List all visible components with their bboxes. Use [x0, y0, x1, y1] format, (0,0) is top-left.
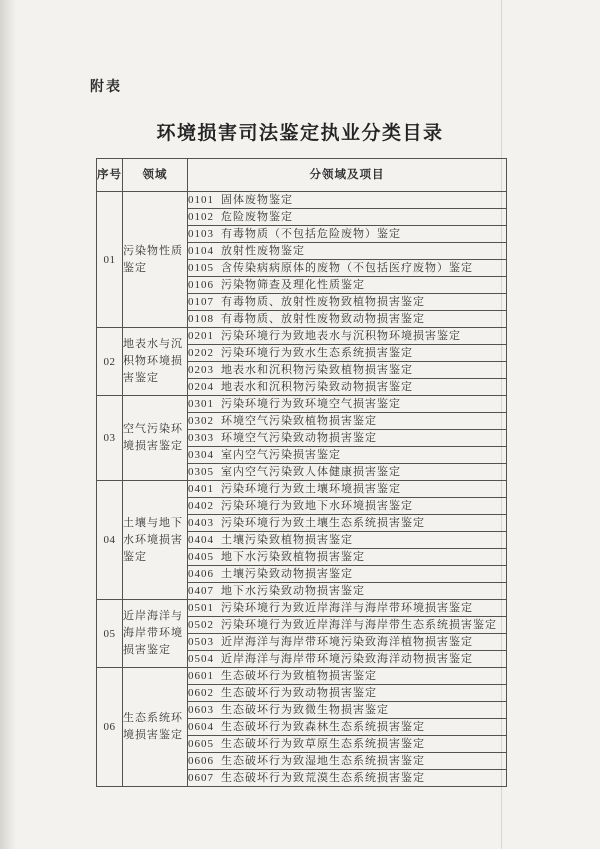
- table-row: [97, 192, 507, 209]
- item-code: 0606: [188, 755, 214, 767]
- item-code: 0503: [188, 636, 214, 648]
- item-cell: [188, 583, 507, 600]
- section-number-cell: 03: [97, 396, 123, 481]
- item-cell: [188, 464, 507, 481]
- table-body: [97, 192, 507, 787]
- section-number-cell: 04: [97, 481, 123, 600]
- item-name: 近岸海洋与海岸带环境污染致海洋植物损害鉴定: [221, 636, 473, 648]
- section-field-cell: 近岸海洋与海岸带环境损害鉴定: [123, 600, 188, 668]
- item-cell: [188, 634, 507, 651]
- column-header-field: 领域: [123, 159, 188, 192]
- section-field-cell: 污染物性质鉴定: [123, 192, 188, 328]
- annex-label: 附表: [90, 80, 122, 95]
- item-name: 室内空气污染致人体健康损害鉴定: [221, 466, 401, 478]
- item-cell: [188, 311, 507, 328]
- item-code: 0602: [188, 687, 214, 699]
- item-code: 0103: [188, 228, 214, 240]
- item-name: 污染环境行为致土壤生态系统损害鉴定: [221, 517, 425, 529]
- item-name: 污染环境行为致水生态系统损害鉴定: [221, 347, 413, 359]
- item-code: 0405: [188, 551, 214, 563]
- item-name: 污染物筛查及理化性质鉴定: [221, 279, 365, 291]
- item-code: 0603: [188, 704, 214, 716]
- item-code: 0304: [188, 449, 214, 461]
- item-code: 0605: [188, 738, 214, 750]
- table-row: [97, 668, 507, 685]
- item-code: 0403: [188, 517, 214, 529]
- item-name: 近岸海洋与海岸带环境污染致海洋动物损害鉴定: [221, 653, 473, 665]
- item-cell: [188, 651, 507, 668]
- item-name: 土壤污染致动物损害鉴定: [221, 568, 353, 580]
- item-code: 0601: [188, 670, 214, 682]
- item-name: 污染环境行为致环境空气损害鉴定: [221, 398, 401, 410]
- section-number-cell: 02: [97, 328, 123, 396]
- section-field-cell: 空气污染环境损害鉴定: [123, 396, 188, 481]
- item-name: 生态破坏行为致森林生态系统损害鉴定: [221, 721, 425, 733]
- item-cell: [188, 515, 507, 532]
- item-code: 0501: [188, 602, 214, 614]
- item-cell: [188, 345, 507, 362]
- item-name: 固体废物鉴定: [221, 194, 293, 206]
- item-code: 0105: [188, 262, 214, 274]
- item-name: 生态破坏行为致草原生态系统损害鉴定: [221, 738, 425, 750]
- item-cell: [188, 736, 507, 753]
- item-name: 地表水和沉积物污染致植物损害鉴定: [221, 364, 413, 376]
- item-code: 0305: [188, 466, 214, 478]
- item-name: 污染环境行为致近岸海洋与海岸带环境损害鉴定: [221, 602, 473, 614]
- item-code: 0504: [188, 653, 214, 665]
- item-cell: [188, 447, 507, 464]
- item-code: 0107: [188, 296, 214, 308]
- table-row: [97, 600, 507, 617]
- item-name: 土壤污染致植物损害鉴定: [221, 534, 353, 546]
- item-code: 0502: [188, 619, 214, 631]
- item-cell: [188, 702, 507, 719]
- item-name: 污染环境行为致土壤环境损害鉴定: [221, 483, 401, 495]
- item-cell: [188, 770, 507, 787]
- item-cell: [188, 328, 507, 345]
- item-code: 0202: [188, 347, 214, 359]
- item-cell: [188, 481, 507, 498]
- item-cell: [188, 396, 507, 413]
- item-cell: [188, 192, 507, 209]
- item-name: 污染环境行为致地下水环境损害鉴定: [221, 500, 413, 512]
- item-code: 0102: [188, 211, 214, 223]
- item-cell: [188, 379, 507, 396]
- item-cell: [188, 277, 507, 294]
- item-name: 有毒物质、放射性废物致植物损害鉴定: [221, 296, 425, 308]
- item-name: 室内空气污染损害鉴定: [221, 449, 341, 461]
- item-code: 0104: [188, 245, 214, 257]
- item-name: 生态破坏行为致植物损害鉴定: [221, 670, 377, 682]
- item-code: 0203: [188, 364, 214, 376]
- column-header-serial-number: 序号: [97, 159, 123, 192]
- item-cell: [188, 719, 507, 736]
- item-name: 含传染病病原体的废物（不包括医疗废物）鉴定: [221, 262, 473, 274]
- item-cell: [188, 498, 507, 515]
- item-name: 地下水污染致植物损害鉴定: [221, 551, 365, 563]
- item-name: 放射性废物鉴定: [221, 245, 305, 257]
- item-name: 危险废物鉴定: [221, 211, 293, 223]
- item-cell: [188, 362, 507, 379]
- item-code: 0301: [188, 398, 214, 410]
- section-number-cell: 01: [97, 192, 123, 328]
- page-title: 环境损害司法鉴定执业分类目录: [156, 123, 444, 144]
- item-cell: [188, 617, 507, 634]
- item-cell: [188, 260, 507, 277]
- item-code: 0407: [188, 585, 214, 597]
- item-cell: [188, 413, 507, 430]
- item-code: 0406: [188, 568, 214, 580]
- item-cell: [188, 668, 507, 685]
- item-code: 0604: [188, 721, 214, 733]
- item-name: 有毒物质、放射性废物致动物损害鉴定: [221, 313, 425, 325]
- item-cell: [188, 600, 507, 617]
- item-cell: [188, 430, 507, 447]
- item-name: 生态破坏行为致动物损害鉴定: [221, 687, 377, 699]
- item-code: 0404: [188, 534, 214, 546]
- item-name: 环境空气污染致植物损害鉴定: [221, 415, 377, 427]
- item-code: 0201: [188, 330, 214, 342]
- item-cell: [188, 549, 507, 566]
- item-cell: [188, 209, 507, 226]
- item-code: 0302: [188, 415, 214, 427]
- item-code: 0607: [188, 772, 214, 784]
- item-name: 有毒物质（不包括危险废物）鉴定: [221, 228, 401, 240]
- table-header-row: [97, 159, 507, 192]
- item-cell: [188, 532, 507, 549]
- item-code: 0204: [188, 381, 214, 393]
- section-field-cell: 土壤与地下水环境损害鉴定: [123, 481, 188, 600]
- item-name: 生态破坏行为致微生物损害鉴定: [221, 704, 389, 716]
- item-code: 0303: [188, 432, 214, 444]
- item-code: 0106: [188, 279, 214, 291]
- item-name: 环境空气污染致动物损害鉴定: [221, 432, 377, 444]
- table-row: [97, 481, 507, 498]
- item-code: 0101: [188, 194, 214, 206]
- item-name: 污染环境行为致近岸海洋与海岸带生态系统损害鉴定: [221, 619, 497, 631]
- item-code: 0108: [188, 313, 214, 325]
- item-code: 0401: [188, 483, 214, 495]
- table-row: [97, 328, 507, 345]
- item-name: 生态破坏行为致荒漠生态系统损害鉴定: [221, 772, 425, 784]
- item-cell: [188, 226, 507, 243]
- section-number-cell: 05: [97, 600, 123, 668]
- item-name: 污染环境行为致地表水与沉积物环境损害鉴定: [221, 330, 461, 342]
- section-number-cell: 06: [97, 668, 123, 787]
- section-field-cell: 生态系统环境损害鉴定: [123, 668, 188, 787]
- item-name: 地表水和沉积物污染致动物损害鉴定: [221, 381, 413, 393]
- item-name: 生态破坏行为致湿地生态系统损害鉴定: [221, 755, 425, 767]
- item-cell: [188, 294, 507, 311]
- classification-table: [96, 158, 507, 787]
- item-code: 0402: [188, 500, 214, 512]
- item-cell: [188, 243, 507, 260]
- item-cell: [188, 566, 507, 583]
- item-cell: [188, 753, 507, 770]
- item-cell: [188, 685, 507, 702]
- item-name: 地下水污染致动物损害鉴定: [221, 585, 365, 597]
- section-field-cell: 地表水与沉积物环境损害鉴定: [123, 328, 188, 396]
- table-row: [97, 396, 507, 413]
- column-header-subfield-items: 分领域及项目: [188, 159, 507, 192]
